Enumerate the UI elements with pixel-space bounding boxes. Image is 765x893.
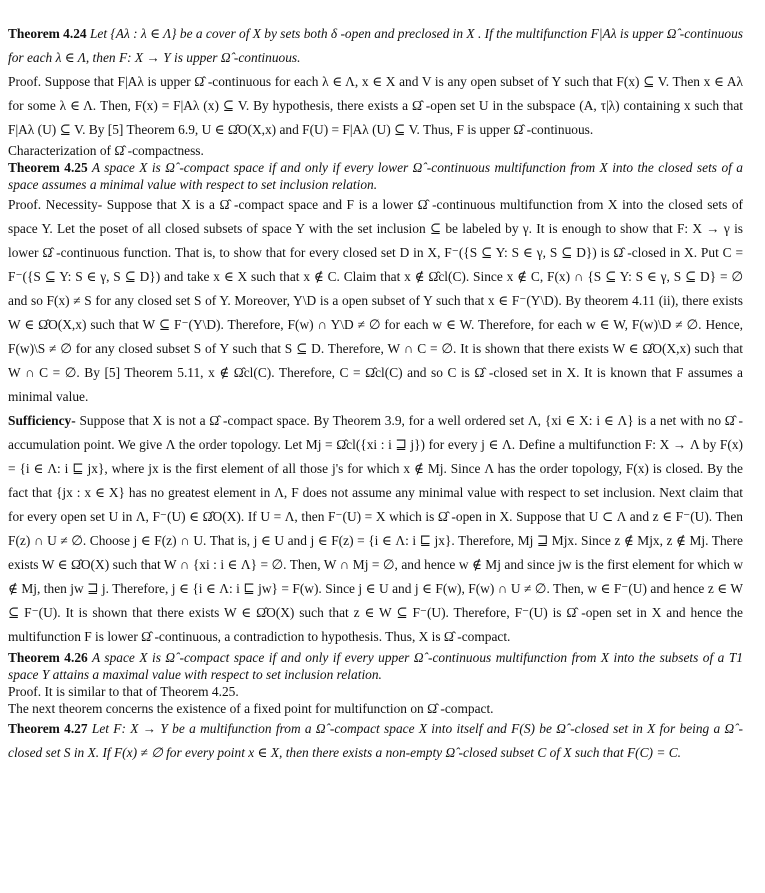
proof-4-25-sufficiency xyxy=(8,409,743,649)
theorem-4-26-body: A space X is Ω̂ -compact space if and only if every upper Ω̂ -continuous multifunction from X into the subsets of a T1 space Y attains a maximal value with respect to set inclusion relation. xyxy=(8,650,743,682)
section-heading-text: Characterization of Ω̂ -compactness. xyxy=(8,143,204,158)
theorem-4-27-head: Theorem 4.27 xyxy=(8,721,88,736)
fixed-point-intro-text: The next theorem concerns the existence of a fixed point for multifunction on Ω̂ -compact. xyxy=(8,701,494,716)
sufficiency-head: Sufficiency- xyxy=(8,413,76,428)
section-heading-compactness xyxy=(8,142,743,159)
theorem-4-27 xyxy=(8,717,743,765)
sufficiency-body: Suppose that X is not a Ω̂ -compact space. By Theorem 3.9, for a well ordered set Λ, {xi ∈ X: i ∈ Λ} is a net with no Ω̂ -accumulation point. We give Λ the order topology. Let Mj = Ω̂cl({xi : i ⊒ j}) for every j ∈ Λ. Define a multifunction F: X → Λ by F(x) = {i ∈ Λ: i ⊑ jx}, where jx is the first element of all those j's for which x ∉ Mj. Since Λ has the order topology, F(x) is closed. By the fact that {jx : x ∈ X} has no greatest element in Λ, F does not assume any minimal value with respect to set inclusion. Next claim that for every open set U in Λ, F⁻(U) ∈ Ω̂O(X). If U = Λ, then F⁻(U) = X which is Ω̂ -open in X. Suppose that U ⊂ Λ and z ∈ F⁻(U). Then F(z) ∩ U ≠ ∅. Choose j ∈ F(z) ∩ U. That is, j ∈ U and j ∈ F(z) = {i ∈ Λ: i ⊑ jx}. Therefore, Mj ⊒ Mjx. Since z ∉ Mjx, z ∉ Mj. There exists W ∈ Ω̂O(X) such that W ∩ {xi : i ∈ Λ} = ∅. Then, W ∩ Mj = ∅, and hence w ∉ Mj and since jw is the first element for which w ∉ Mj, then jw ⊒ j. Therefore, j ∈ {i ∈ Λ: i ⊑ jw} = F(w). Since j ∈ U and j ∈ F(w), F(w) ∩ U ≠ ∅. Then, w ∈ F⁻(U) and hence z ∈ W ⊆ F⁻(U). It is shown that there exists W ∈ Ω̂O(X) such that z ∈ W ⊆ F⁻(U). Therefore, F⁻(U) is Ω̂ -open set in X and hence the multifunction F is lower Ω̂ -continuous, a contradiction to hypothesis. Thus, X is Ω̂ -compact. xyxy=(8,413,743,644)
proof-4-25-necessity-body: Proof. Necessity- Suppose that X is a Ω̂ -compact space and F is a lower Ω̂ -continuous multifunction from X into the closed sets of space Y. Let the poset of all closed subsets of space Y with the set inclusion ⊆ be labeled by γ. It is enough to show that F: X → γ is lower Ω̂ -continuous function. That is, to show that for every closed set D in X, F⁻({S ⊆ Y: S ∈ γ, S ⊆ D}) is Ω̂ -closed in X. Put C = F⁻({S ⊆ Y: S ∈ γ, S ⊆ D}) and take x ∈ X such that x ∉ C. Claim that x ∉ Ω̂cl(C). Since x ∉ C, F(x) ∩ {S ⊆ Y: S ∈ γ, S ⊆ D} = ∅ and so F(x) ≠ S for any closed set S of Y. Moreover, Y\D is a open subset of Y such that x ∈ F⁻(Y\D). By theorem 4.11 (ii), there exists W ∈ Ω̂O(X,x) such that W ⊆ F⁻(Y\D). Therefore, F(w) ∩ Y\D ≠ ∅ for each w ∈ W. Therefore, for each w ∈ W, F(w)\D ≠ ∅. Hence, F(w)\S ≠ ∅ for any closed subset S of Y such that S ⊆ D. Therefore, W ∩ C = ∅. It is shown that there exists W ∈ Ω̂O(X,x) such that W ∩ C = ∅. By [5] Theorem 5.11, x ∉ Ω̂cl(C). Therefore, C = Ω̂cl(C) and so C is Ω̂ -closed set in X. It is known that F assumes a minimal value. xyxy=(8,197,743,404)
theorem-4-25-head: Theorem 4.25 xyxy=(8,160,88,175)
theorem-4-25 xyxy=(8,159,743,193)
theorem-4-25-body: A space X is Ω̂ -compact space if and only if every lower Ω̂ -continuous multifunction from X into the closed sets of a space assumes a minimal value with respect to set inclusion relation. xyxy=(8,160,743,192)
theorem-4-27-body: Let F: X → Y be a multifunction from a Ω̂ -compact space X into itself and F(S) be Ω̂ -closed set in X for being a Ω̂ -closed set S in X. If F(x) ≠ ∅ for every point x ∈ X, then there exists a non-empty Ω̂ -closed subset C of X such that F(C) = C. xyxy=(8,721,743,760)
theorem-4-26 xyxy=(8,649,743,683)
theorem-4-26-head: Theorem 4.26 xyxy=(8,650,88,665)
fixed-point-intro xyxy=(8,700,743,717)
proof-4-24 xyxy=(8,70,743,142)
proof-4-26 xyxy=(8,683,743,700)
theorem-4-24-head: Theorem 4.24 xyxy=(8,26,87,41)
proof-4-25-necessity xyxy=(8,193,743,409)
proof-4-26-body: Proof. It is similar to that of Theorem 4.25. xyxy=(8,684,239,699)
proof-4-24-body: Proof. Suppose that F|Aλ is upper Ω̂ -continuous for each λ ∈ Λ, x ∈ X and V is any open subset of Y such that F(x) ⊆ V. Then x ∈ Aλ for some λ ∈ Λ. Then, F(x) = F|Aλ (x) ⊆ V. By hypothesis, there exists a Ω̂ -open set U in the subspace (A, τ|λ) containing x such that F|Aλ (U) ⊆ V. By [5] Theorem 6.9, U ∈ Ω̂O(X,x) and F(U) = F|Aλ (U) ⊆ V. Thus, F is upper Ω̂ -continuous. xyxy=(8,74,743,137)
theorem-4-24 xyxy=(8,22,743,70)
theorem-4-24-body: Let {Aλ : λ ∈ Λ} be a cover of X by sets both δ -open and preclosed in X . If the multifunction F|Aλ is upper Ω̂ -continuous for each λ ∈ Λ, then F: X → Y is upper Ω̂ -continuous. xyxy=(8,26,743,65)
